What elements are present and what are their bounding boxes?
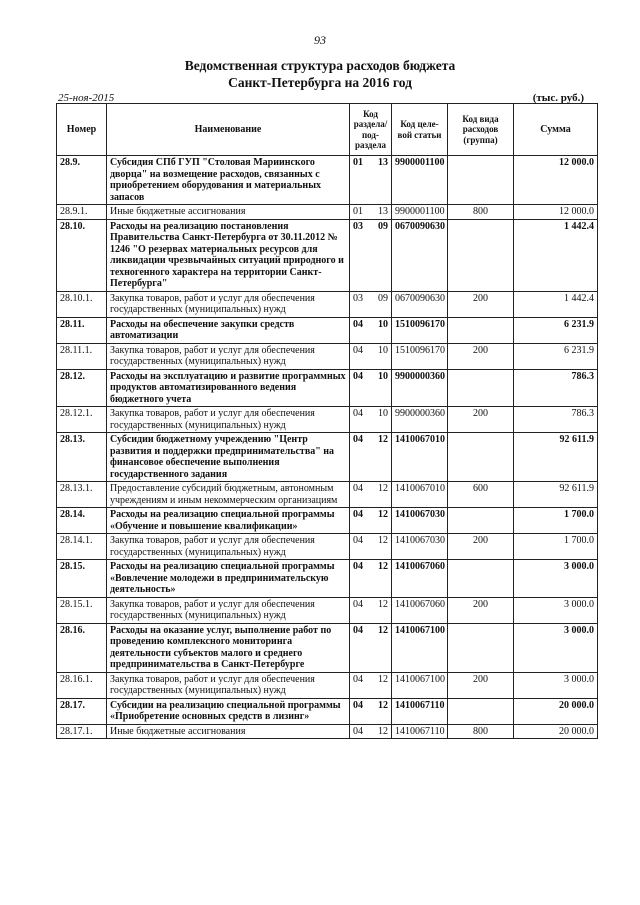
row-subsection-code: 10: [378, 318, 388, 330]
budget-table: [56, 103, 598, 739]
row-subsection-code: 12: [378, 434, 388, 445]
row-section: [350, 623, 392, 672]
row-name: Расходы на реализацию постановления Правительства Санкт-Петербурга от 30.11.2012 № 1246 "О резервах материальных ресурсов для ликвидации чрезвычайных ситуаций природного и техногенного характера на территории Санкт-Петербурга": [107, 219, 350, 291]
row-sum: 1 700.0: [514, 508, 598, 534]
row-kind: 600: [448, 482, 514, 508]
row-target: 9900001100: [392, 205, 448, 220]
table-row: [57, 623, 598, 672]
table-row: [57, 560, 598, 598]
row-name: Расходы на обеспечение закупки средств автоматизации: [107, 317, 350, 343]
table-row: [57, 407, 598, 433]
row-number: 28.14.1.: [57, 534, 107, 560]
row-name: Закупка товаров, работ и услуг для обеспечения государственных (муниципальных) нужд: [107, 407, 350, 433]
row-section-code: 04: [353, 318, 363, 330]
row-subsection-code: 12: [378, 509, 388, 520]
row-kind: [448, 433, 514, 482]
row-kind: [448, 623, 514, 672]
header-section: Код раздела/ под- раздела: [350, 104, 392, 156]
row-name: Субсидии бюджетному учреждению "Центр развития и поддержки предпринимательства" на финансовое обеспечение выполнения государственного задания: [107, 433, 350, 482]
row-kind: 200: [448, 672, 514, 698]
row-sum: 786.3: [514, 407, 598, 433]
row-subsection-code: 09: [378, 220, 388, 232]
row-number: 28.10.: [57, 219, 107, 291]
table-body: [57, 156, 598, 739]
row-sum: 6 231.9: [514, 343, 598, 369]
row-number: 28.16.: [57, 623, 107, 672]
row-section: [350, 291, 392, 317]
title-line-2: Санкт-Петербурга на 2016 год: [228, 75, 412, 90]
row-section-code: 04: [353, 561, 363, 572]
row-target: 1410067110: [392, 698, 448, 724]
row-name: Расходы на реализацию специальной программы «Вовлечение молодежи в предпринимательскую деятельность»: [107, 560, 350, 598]
row-target: 1410067060: [392, 597, 448, 623]
header-target: Код целе- вой статьи: [392, 104, 448, 156]
row-section-code: 04: [353, 535, 363, 546]
row-section-code: 03: [353, 292, 363, 304]
table-row: [57, 482, 598, 508]
row-section: [350, 560, 392, 598]
row-number: 28.15.1.: [57, 597, 107, 623]
row-section-code: 04: [353, 483, 363, 494]
row-subsection-code: 12: [378, 624, 388, 636]
row-name: Закупка товаров, работ и услуг для обеспечения государственных (муниципальных) нужд: [107, 534, 350, 560]
row-kind: [448, 317, 514, 343]
row-name: Расходы на эксплуатацию и развитие программных продуктов автоматизированного ведения бюджетного учета: [107, 369, 350, 407]
row-number: 28.17.: [57, 698, 107, 724]
row-section-code: 04: [353, 370, 363, 382]
row-section-code: 03: [353, 220, 363, 232]
row-target: 1510096170: [392, 317, 448, 343]
row-kind: 200: [448, 534, 514, 560]
page-number: 93: [314, 33, 326, 47]
row-subsection-code: 13: [378, 157, 388, 168]
row-subsection-code: 12: [378, 598, 388, 610]
row-sum: 12 000.0: [514, 205, 598, 220]
header-kind: Код вида расходов (группа): [448, 104, 514, 156]
header-sum: Сумма: [514, 104, 598, 156]
row-section: [350, 508, 392, 534]
row-subsection-code: 12: [378, 483, 388, 494]
table-row: [57, 508, 598, 534]
row-subsection-code: 12: [378, 561, 388, 572]
row-kind: 200: [448, 343, 514, 369]
row-number: 28.11.1.: [57, 343, 107, 369]
row-name: Субсидия СПб ГУП "Столовая Мариинского дворца" на возмещение расходов, связанных с приобретением оборудования и материальных запасов: [107, 156, 350, 205]
row-kind: 200: [448, 291, 514, 317]
table-row: [57, 219, 598, 291]
row-subsection-code: 10: [378, 370, 388, 382]
row-target: 1410067030: [392, 508, 448, 534]
row-subsection-code: 10: [378, 344, 388, 356]
row-sum: 3 000.0: [514, 672, 598, 698]
table-row: [57, 672, 598, 698]
header-name: Наименование: [107, 104, 350, 156]
title-line-1: Ведомственная структура расходов бюджета: [184, 58, 456, 73]
row-sum: 92 611.9: [514, 482, 598, 508]
table-row: [57, 156, 598, 205]
row-subsection-code: 12: [378, 725, 388, 737]
table-row: [57, 724, 598, 739]
table-row: [57, 698, 598, 724]
row-section: [350, 156, 392, 205]
units-label: (тыс. руб.): [532, 92, 584, 104]
row-kind: [448, 560, 514, 598]
table-row: [57, 597, 598, 623]
row-section: [350, 205, 392, 220]
row-target: 1410067110: [392, 724, 448, 739]
table-row: [57, 433, 598, 482]
row-target: 1410067060: [392, 560, 448, 598]
row-sum: 92 611.9: [514, 433, 598, 482]
row-section: [350, 597, 392, 623]
row-number: 28.14.: [57, 508, 107, 534]
row-section: [350, 219, 392, 291]
row-section: [350, 369, 392, 407]
row-name: Иные бюджетные ассигнования: [107, 724, 350, 739]
row-section-code: 04: [353, 624, 363, 636]
row-subsection-code: 12: [378, 673, 388, 685]
row-target: 1510096170: [392, 343, 448, 369]
row-section-code: 04: [353, 725, 363, 737]
row-subsection-code: 12: [378, 699, 388, 711]
row-sum: 20 000.0: [514, 698, 598, 724]
row-target: 0670090630: [392, 291, 448, 317]
row-name: Расходы на реализацию специальной программы «Обучение и повышение квалификации»: [107, 508, 350, 534]
row-name: Закупка товаров, работ и услуг для обеспечения государственных (муниципальных) нужд: [107, 672, 350, 698]
row-kind: [448, 156, 514, 205]
row-number: 28.11.: [57, 317, 107, 343]
row-sum: 1 442.4: [514, 291, 598, 317]
row-kind: [448, 508, 514, 534]
row-target: 0670090630: [392, 219, 448, 291]
row-section-code: 01: [353, 206, 363, 217]
header-number: Номер: [57, 104, 107, 156]
row-sum: 1 442.4: [514, 219, 598, 291]
row-kind: [448, 369, 514, 407]
row-target: 1410067100: [392, 672, 448, 698]
row-section-code: 04: [353, 434, 363, 445]
row-subsection-code: 09: [378, 292, 388, 304]
row-section-code: 04: [353, 344, 363, 356]
row-section: [350, 698, 392, 724]
row-name: Иные бюджетные ассигнования: [107, 205, 350, 220]
row-kind: 200: [448, 597, 514, 623]
row-kind: 800: [448, 205, 514, 220]
row-sum: 12 000.0: [514, 156, 598, 205]
row-subsection-code: 13: [378, 206, 388, 217]
row-number: 28.13.: [57, 433, 107, 482]
row-target: 9900000360: [392, 407, 448, 433]
row-number: 28.9.: [57, 156, 107, 205]
row-number: 28.15.: [57, 560, 107, 598]
table-row: [57, 343, 598, 369]
row-target: 1410067010: [392, 433, 448, 482]
document-title: [0, 57, 640, 91]
row-target: 9900000360: [392, 369, 448, 407]
row-section: [350, 407, 392, 433]
row-target: 1410067010: [392, 482, 448, 508]
row-number: 28.10.1.: [57, 291, 107, 317]
table-row: [57, 317, 598, 343]
row-section-code: 01: [353, 157, 363, 168]
row-target: 9900001100: [392, 156, 448, 205]
row-number: 28.17.1.: [57, 724, 107, 739]
row-kind: [448, 219, 514, 291]
row-sum: 3 000.0: [514, 597, 598, 623]
row-sum: 3 000.0: [514, 623, 598, 672]
row-kind: [448, 698, 514, 724]
row-section: [350, 343, 392, 369]
row-section-code: 04: [353, 673, 363, 685]
row-sum: 1 700.0: [514, 534, 598, 560]
row-section-code: 04: [353, 598, 363, 610]
row-name: Расходы на оказание услуг, выполнение работ по проведению комплексного мониторинга деятельности субъектов малого и среднего предпринимательства в Санкт-Петербурге: [107, 623, 350, 672]
row-section-code: 04: [353, 408, 363, 419]
table-row: [57, 369, 598, 407]
row-name: Закупка товаров, работ и услуг для обеспечения государственных (муниципальных) нужд: [107, 597, 350, 623]
row-number: 28.12.1.: [57, 407, 107, 433]
document-date: 25-ноя-2015: [58, 92, 115, 104]
row-section: [350, 317, 392, 343]
row-name: Субсидии на реализацию специальной программы «Приобретение основных средств в лизинг»: [107, 698, 350, 724]
row-subsection-code: 10: [378, 408, 388, 419]
row-sum: 6 231.9: [514, 317, 598, 343]
row-number: 28.12.: [57, 369, 107, 407]
row-number: 28.13.1.: [57, 482, 107, 508]
row-section: [350, 534, 392, 560]
row-target: 1410067100: [392, 623, 448, 672]
table-row: [57, 291, 598, 317]
row-section: [350, 724, 392, 739]
table-row: [57, 205, 598, 220]
row-subsection-code: 12: [378, 535, 388, 546]
row-section: [350, 433, 392, 482]
row-sum: 20 000.0: [514, 724, 598, 739]
row-section-code: 04: [353, 699, 363, 711]
row-section: [350, 482, 392, 508]
row-sum: 3 000.0: [514, 560, 598, 598]
row-section-code: 04: [353, 509, 363, 520]
row-target: 1410067030: [392, 534, 448, 560]
row-sum: 786.3: [514, 369, 598, 407]
row-name: Закупка товаров, работ и услуг для обеспечения государственных (муниципальных) нужд: [107, 291, 350, 317]
row-name: Закупка товаров, работ и услуг для обеспечения государственных (муниципальных) нужд: [107, 343, 350, 369]
row-kind: 200: [448, 407, 514, 433]
row-name: Предоставление субсидий бюджетным, автономным учреждениям и иным некоммерческим организациям: [107, 482, 350, 508]
row-number: 28.16.1.: [57, 672, 107, 698]
row-kind: 800: [448, 724, 514, 739]
row-number: 28.9.1.: [57, 205, 107, 220]
table-row: [57, 534, 598, 560]
row-section: [350, 672, 392, 698]
